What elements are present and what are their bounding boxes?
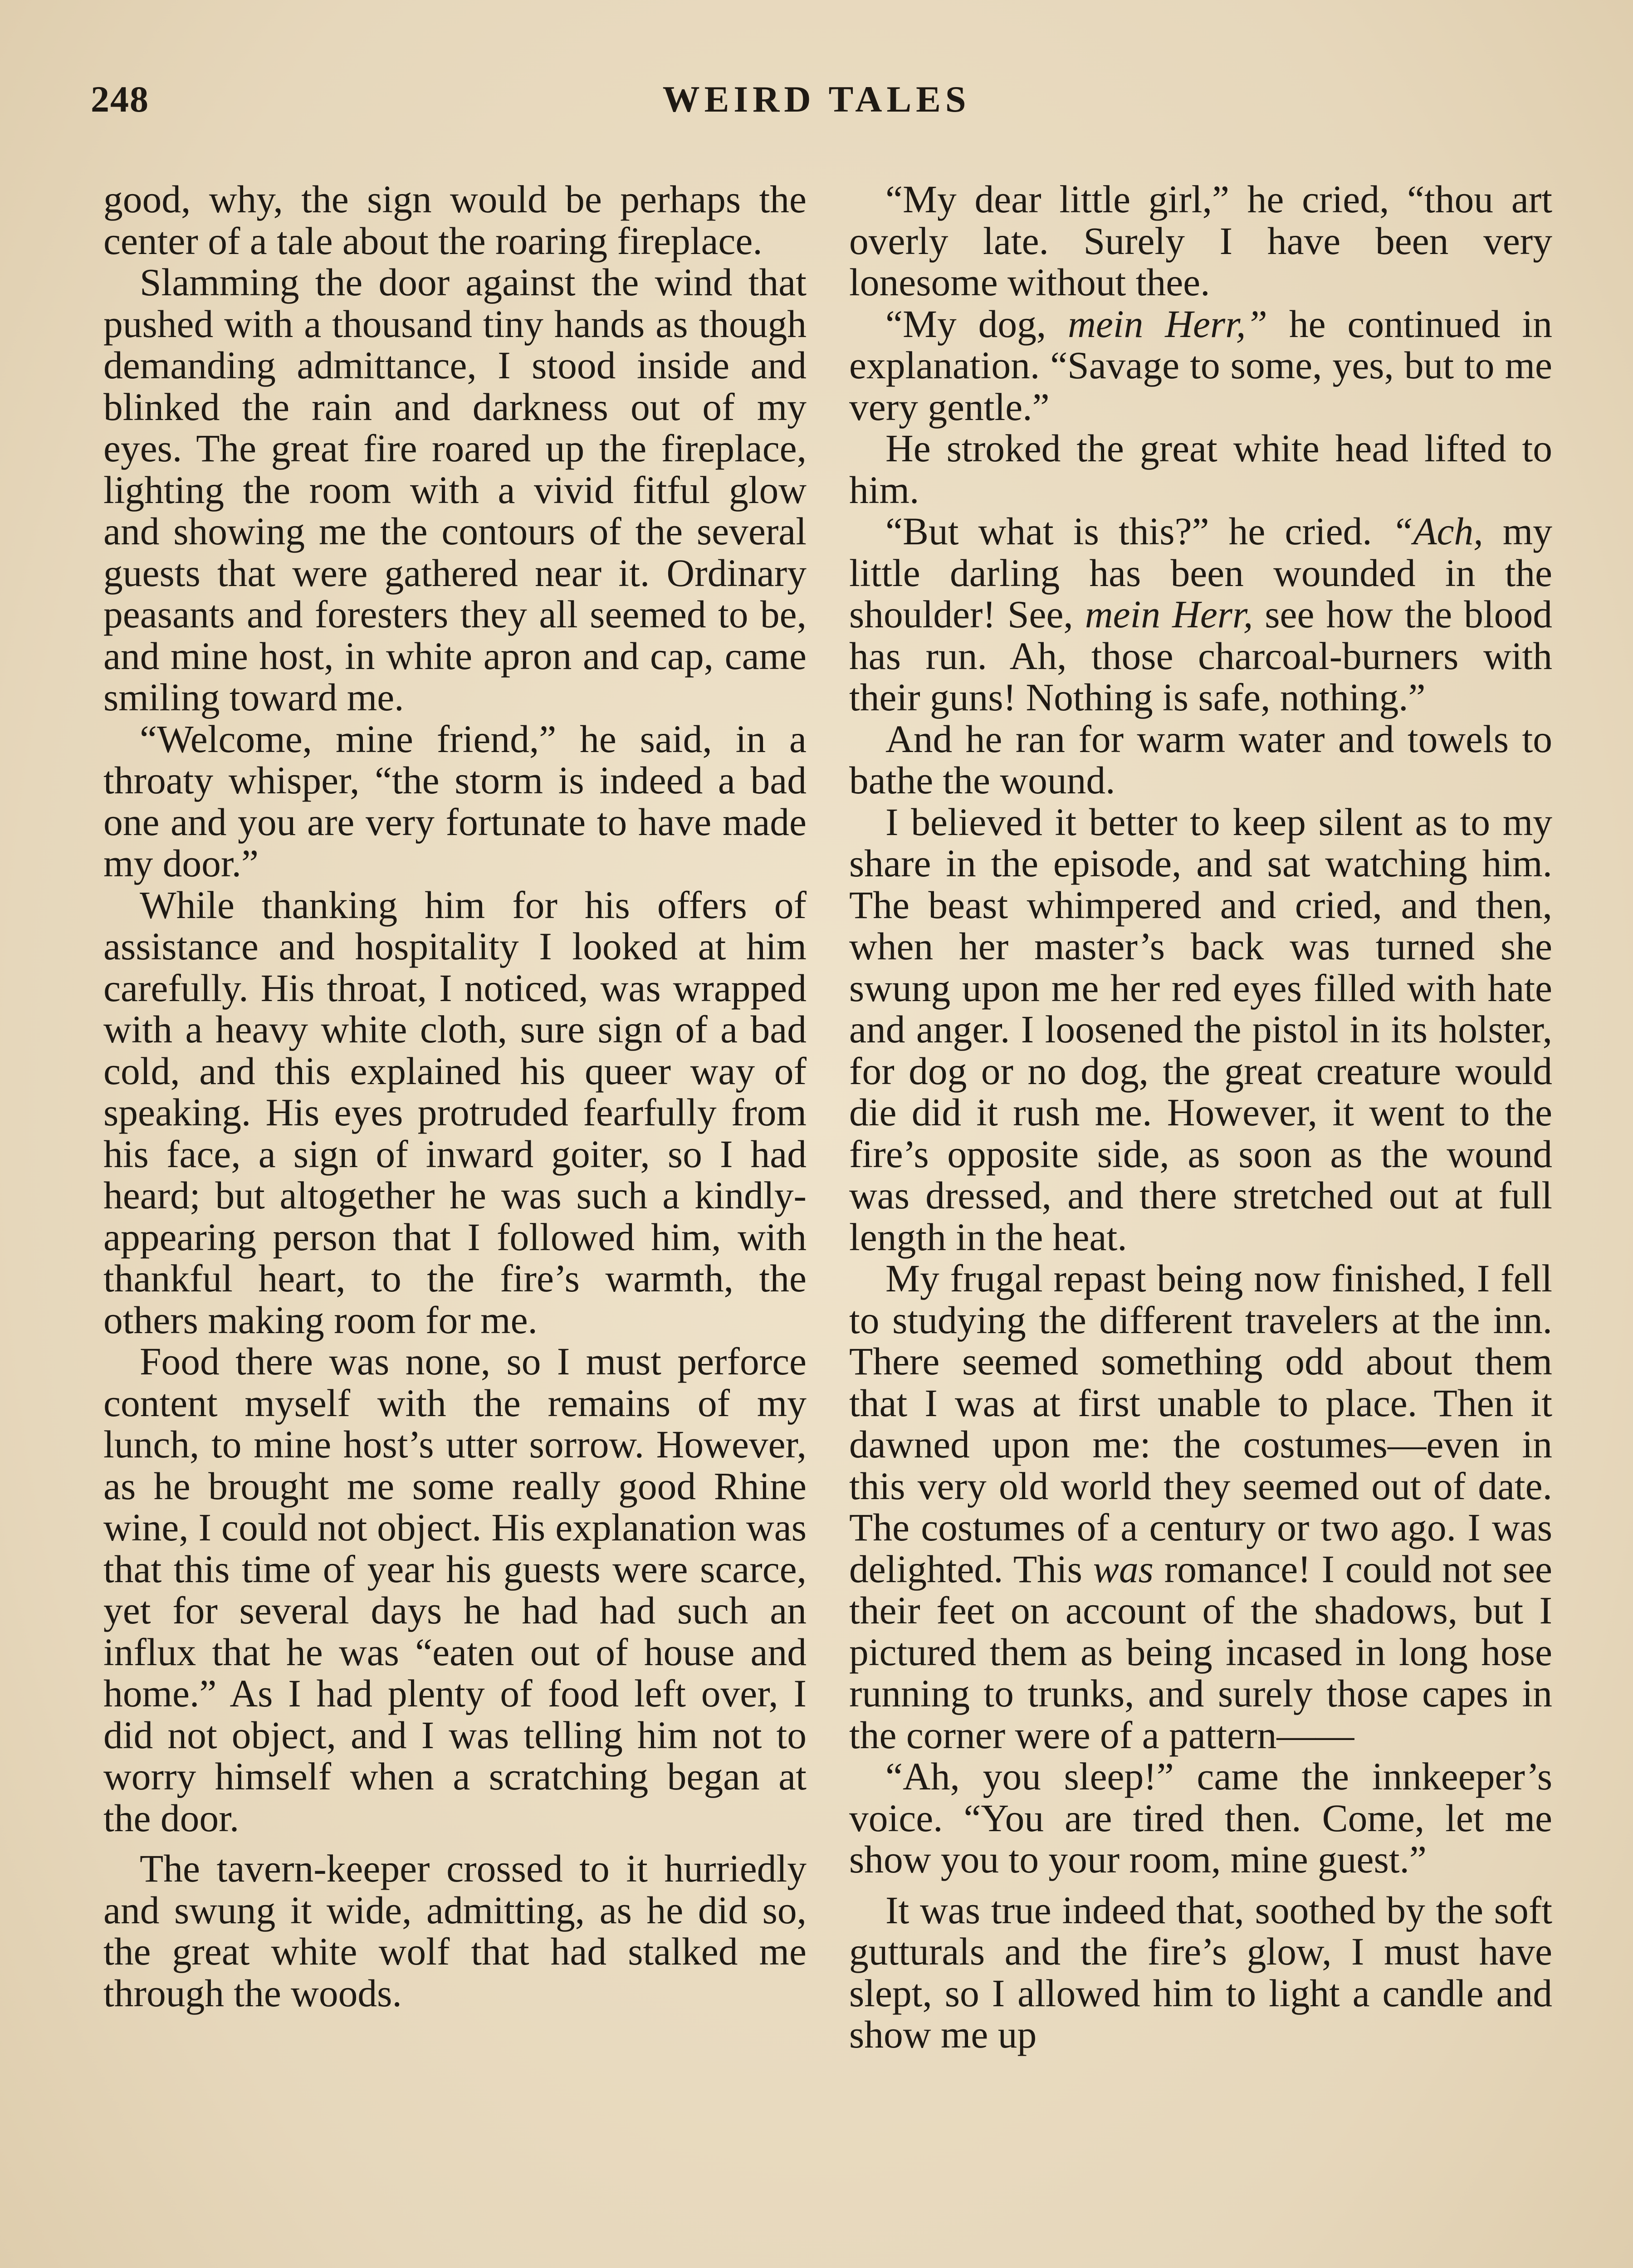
text-run: romance! I could not see their feet on account of the shadows, but I pictured them as being incased in long hose running to trunks, and surely those capes in the corner were of a pattern—— [849,1548,1552,1757]
paragraph: Slamming the door against the wind that pushed with a thousand tiny hands as though demanding admittance, I stood inside and blinked the rain and darkness out of my eyes. The great fire roared up the fireplace, lighting the room with a vivid fitful glow and showing me the contours of the several guests that were gathered near it. Ordinary peasants and foresters they all seemed to be, and mine host, in white apron and cap, came smiling toward me. [103,261,807,719]
paragraph: Food there was none, so I must perforce content myself with the remains of my lunch, to mine host’s utter sorrow. However, as he brought me some really good Rhine wine, I could not object. His explanation was that this time of year his guests were scarce, yet for several days he had had such an influx that he was “eaten out of house and home.” As I had plenty of food left over, I did not object, and I was telling him not to worry himself when a scratching began at the door. [103,1340,807,1840]
left-column [103,179,807,2014]
paragraph: While thanking him for his offers of assistance and hospitality I looked at him carefully. His throat, I noticed, was wrapped with a heavy white cloth, sure sign of a bad cold, and this explained his queer way of speaking. His eyes protruded fearfully from his face, a sign of inward goiter, so I had heard; but altogether he was such a kindly-appearing person that I followed him, with thankful heart, to the fire’s warmth, the others making room for me. [103,884,807,1342]
paragraph: He stroked the great white head lifted to him. [849,427,1552,512]
paragraph: And he ran for warm water and towels to bathe the wound. [849,718,1552,802]
paragraph: It was true indeed that, soothed by the soft gutturals and the fire’s glow, I must have slept, so I allowed him to light a candle and show me up [849,1889,1552,2056]
italic-text: “Ach, [1391,510,1483,553]
right-column [849,179,1552,2056]
page-header [91,78,1542,128]
paragraph [849,511,1552,719]
paragraph: The tavern-keeper crossed to it hurriedly and swung it wide, admitting, as he did so, the great white wolf that had stalked me through the woods. [103,1848,807,2015]
text-run: he continued in explanation. “Savage to some, yes, but to me very gentle.” [849,303,1552,429]
italic-text: mein Herr, [1085,593,1253,636]
paragraph: I believed it better to keep silent as to my share in the episode, and sat watching him. The beast whimpered and cried, and then, when her master’s back was turned she swung upon me her red eyes filled with hate and anger. I loosened the pistol in its holster, for dog or no dog, the great creature would die did it rush me. However, it went to the fire’s opposite side, as soon as the wound was dressed, and there stretched out at full length in the heat. [849,801,1552,1259]
paragraph: “Welcome, mine friend,” he said, in a throaty whisper, “the storm is indeed a bad one and you are very fortunate to have made my door.” [103,718,807,885]
paragraph: good, why, the sign would be perhaps the center of a tale about the roaring fireplace. [103,178,807,263]
text-run: “But what is this?” he cried. [885,510,1392,553]
paragraph: “Ah, you sleep!” came the innkeeper’s voice. “You are tired then. Come, let me show you to your room, mine guest.” [849,1755,1552,1881]
text-run: “My dog, [885,303,1068,346]
page-number: 248 [91,78,149,120]
text-run: My frugal repast being now finished, I fell to studying the different travelers at the inn. There seemed something odd about them that I was at first unable to place. Then it dawned upon me: the costumes—even in this very old world they seemed out of date. The costumes of a century or two ago. I was delighted. This [849,1257,1552,1591]
running-title: WEIRD TALES [662,78,971,120]
paragraph [849,1258,1552,1756]
text-run: see how the blood has run. Ah, those charcoal-burners with their guns! Nothing is safe, nothing.” [849,593,1553,719]
italic-text: mein Herr,” [1068,303,1267,346]
italic-text: was [1093,1548,1154,1591]
text-run: my little darling has been wounded in the shoulder! See, [849,510,1552,636]
paragraph [849,304,1552,429]
paragraph: “My dear little girl,” he cried, “thou art overly late. Surely I have been very lonesome without thee. [849,178,1552,304]
